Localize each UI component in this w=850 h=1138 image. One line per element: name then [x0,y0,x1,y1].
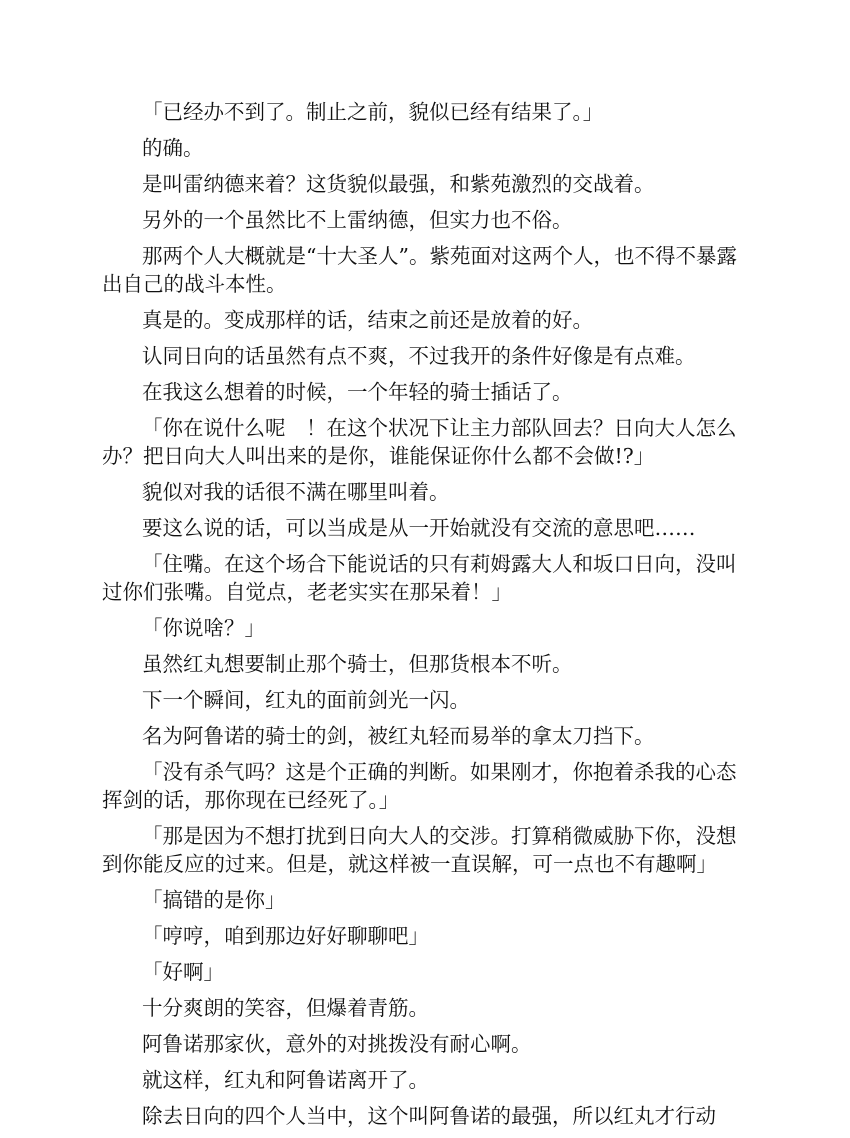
paragraph: 是叫雷纳德来着？这货貌似最强，和紫苑激烈的交战着。 [142,172,655,196]
paragraph: 阿鲁诺那家伙，意外的对挑拨没有耐心啊。 [142,1032,532,1056]
paragraph: 在我这么想着的时候，一个年轻的骑士插话了。 [142,380,573,404]
paragraph: 「哼哼，咱到那边好好聊聊吧」 [142,924,429,948]
paragraph: 「没有杀气吗？这是个正确的判断。如果刚才，你抱着杀我的心态挥剑的话，那你现在已经死了。」 [102,760,737,812]
paragraph: 认同日向的话虽然有点不爽，不过我开的条件好像是有点难。 [142,344,696,368]
paragraph: 「那是因为不想打扰到日向大人的交涉。打算稍微威胁下你，没想到你能反应的过来。但是，就这样被一直误解，可一点也不有趣啊」 [102,824,737,876]
paragraph: 「已经办不到了。制止之前，貌似已经有结果了。」 [142,100,604,124]
paragraph: 貌似对我的话很不满在哪里叫着。 [142,480,450,504]
paragraph: 十分爽朗的笑容，但爆着青筋。 [142,996,429,1020]
paragraph: 「你说啥？」 [142,616,265,640]
paragraph: 另外的一个虽然比不上雷纳德，但实力也不俗。 [142,208,573,232]
paragraph: 名为阿鲁诺的骑士的剑，被红丸轻而易举的拿太刀挡下。 [142,724,655,748]
paragraph: 要这么说的话，可以当成是从一开始就没有交流的意思吧…… [142,516,696,540]
paragraph: 真是的。变成那样的话，结束之前还是放着的好。 [142,308,593,332]
paragraph: 虽然红丸想要制止那个骑士，但那货根本不听。 [142,652,573,676]
paragraph: 的确。 [142,136,204,160]
paragraph: 「好啊」 [142,960,224,984]
paragraph: 那两个人大概就是“十大圣人”。紫苑面对这两个人，也不得不暴露出自己的战斗本性。 [102,244,737,296]
paragraph: 除去日向的四个人当中，这个叫阿鲁诺的最强，所以红丸才行动 [142,1104,716,1128]
paragraph: 「搞错的是你」 [142,888,286,912]
paragraph: 「住嘴。在这个场合下能说话的只有莉姆露大人和坂口日向，没叫过你们张嘴。自觉点，老老实实在那呆着！」 [102,552,737,604]
paragraph: 「你在说什么呢 ！在这个状况下让主力部队回去？日向大人怎么办？把日向大人叫出来的是你，谁能保证你什么都不会做!?」 [102,416,737,468]
paragraph: 下一个瞬间，红丸的面前剑光一闪。 [142,688,470,712]
document-page [102,98,748,1138]
paragraph: 就这样，红丸和阿鲁诺离开了。 [142,1068,429,1092]
